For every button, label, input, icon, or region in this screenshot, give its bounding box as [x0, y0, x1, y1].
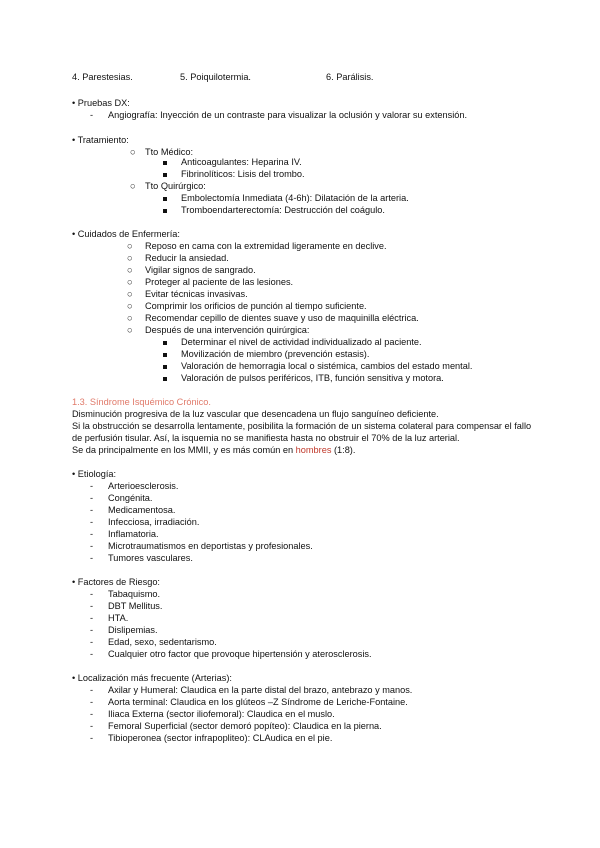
localizacion-item: Iliaca Externa (sector iliofemoral): Claudica en el muslo. — [108, 709, 335, 719]
localizacion-item: Femoral Superficial (sector demoró popíteo): Claudica en la pierna. — [108, 721, 382, 731]
square-bullet — [163, 372, 167, 384]
cuidados-item: Reducir la ansiedad. — [145, 253, 229, 263]
cuidados-sub-item: Movilización de miembro (prevención estasis). — [181, 349, 370, 359]
circle-bullet: ○ — [127, 277, 133, 287]
etiologia-item: Medicamentosa. — [108, 505, 176, 515]
cuidados-item: Después de una intervención quirúrgica: — [145, 325, 310, 335]
highlight-word: hombres — [295, 445, 332, 455]
tto-medico-item: Anticoagulantes: Heparina IV. — [181, 157, 302, 167]
localizacion-title: • Localización más frecuente (Arterias): — [72, 673, 232, 683]
dash-bullet: - — [90, 733, 94, 743]
dash-bullet: - — [90, 541, 94, 551]
tto-medico-item: Fibrinolíticos: Lisis del trombo. — [181, 169, 305, 179]
tto-quirurgico-item: Embolectomía Inmediata (4-6h): Dilatación de la arteria. — [181, 193, 409, 203]
dash-bullet: - — [90, 529, 94, 539]
dash-bullet: - — [90, 613, 94, 623]
circle-bullet: ○ — [130, 147, 136, 157]
circle-bullet: ○ — [127, 301, 133, 311]
square-bullet — [163, 336, 167, 348]
etiologia-item: Microtraumatismos en deportistas y profesionales. — [108, 541, 313, 551]
paragraph-line: Si la obstrucción se desarrolla lentamente, posibilita la formación de un sistema colateral para compensar el fallo — [72, 421, 532, 431]
tto-quirurgico-label: Tto Quirúrgico: — [145, 181, 206, 191]
etiologia-title: • Etiología: — [72, 469, 117, 479]
dash-bullet: - — [90, 493, 94, 503]
dash-bullet: - — [90, 110, 94, 120]
circle-bullet: ○ — [127, 253, 133, 263]
square-bullet — [163, 168, 167, 180]
factores-item: DBT Mellitus. — [108, 601, 163, 611]
factores-item: Dislipemias. — [108, 625, 158, 635]
localizacion-item: Tibioperonea (sector infrapopliteo): CLAudica en el pie. — [108, 733, 333, 743]
square-bullet — [163, 156, 167, 168]
dash-bullet: - — [90, 685, 94, 695]
tto-quirurgico-item: Tromboendarterectomía: Destrucción del coágulo. — [181, 205, 385, 215]
paragraph-line: de perfusión tisular. Así, la isquemia no se manifiesta hasta no obstruir el 70% de la luz arterial. — [72, 433, 460, 443]
pruebas-title: • Pruebas DX: — [72, 98, 130, 108]
etiologia-item: Arterioesclerosis. — [108, 481, 179, 491]
pruebas-item: Angiografía: Inyección de un contraste para visualizar la oclusión y valorar su extensión. — [108, 110, 468, 120]
factores-item: HTA. — [108, 613, 129, 623]
dash-bullet: - — [90, 721, 94, 731]
tto-medico-label: Tto Médico: — [145, 147, 193, 157]
cuidados-item: Vigilar signos de sangrado. — [145, 265, 256, 275]
square-bullet — [163, 360, 167, 372]
circle-bullet: ○ — [127, 241, 133, 251]
square-bullet — [163, 192, 167, 204]
dash-bullet: - — [90, 697, 94, 707]
cuidados-sub-item: Valoración de pulsos periféricos, ITB, función sensitiva y motora. — [181, 373, 444, 383]
factores-title: • Factores de Riesgo: — [72, 577, 160, 587]
dash-bullet: - — [90, 481, 94, 491]
cuidados-item: Comprimir los orificios de punción al tiempo suficiente. — [145, 301, 367, 311]
dash-bullet: - — [90, 589, 94, 599]
dash-bullet: - — [90, 517, 94, 527]
dash-bullet: - — [90, 625, 94, 635]
etiologia-item: Inflamatoria. — [108, 529, 159, 539]
cuidados-sub-item: Valoración de hemorragia local o sistémica, cambios del estado mental. — [181, 361, 473, 371]
section-heading: 1.3. Síndrome Isquémico Crónico. — [72, 397, 211, 407]
localizacion-item: Axilar y Humeral: Claudica en la parte distal del brazo, antebrazo y manos. — [108, 685, 413, 695]
circle-bullet: ○ — [130, 181, 136, 191]
paragraph-line: Disminución progresiva de la luz vascular que desencadena un flujo sanguíneo deficiente. — [72, 409, 439, 419]
paragraph-text: Se da principalmente en los MMII, y es más común en — [72, 445, 296, 455]
dash-bullet: - — [90, 709, 94, 719]
top-item-6: 6. Parálisis. — [326, 72, 374, 82]
circle-bullet: ○ — [127, 289, 133, 299]
factores-item: Cualquier otro factor que provoque hipertensión y aterosclerosis. — [108, 649, 372, 659]
circle-bullet: ○ — [127, 313, 133, 323]
cuidados-item: Evitar técnicas invasivas. — [145, 289, 248, 299]
square-bullet — [163, 348, 167, 360]
etiologia-item: Congénita. — [108, 493, 153, 503]
cuidados-item: Recomendar cepillo de dientes suave y uso de maquinilla eléctrica. — [145, 313, 419, 323]
top-item-5: 5. Poiquilotermia. — [180, 72, 251, 82]
dash-bullet: - — [90, 601, 94, 611]
circle-bullet: ○ — [127, 265, 133, 275]
dash-bullet: - — [90, 637, 94, 647]
cuidados-sub-item: Determinar el nivel de actividad individualizado al paciente. — [181, 337, 422, 347]
dash-bullet: - — [90, 505, 94, 515]
cuidados-item: Reposo en cama con la extremidad ligeramente en declive. — [145, 241, 387, 251]
square-bullet — [163, 204, 167, 216]
localizacion-item: Aorta terminal: Claudica en los glúteos –Z Síndrome de Leriche-Fontaine. — [108, 697, 408, 707]
etiologia-item: Tumores vasculares. — [108, 553, 193, 563]
dash-bullet: - — [90, 553, 94, 563]
factores-item: Tabaquismo. — [108, 589, 161, 599]
cuidados-title: • Cuidados de Enfermería: — [72, 229, 180, 239]
dash-bullet: - — [90, 649, 94, 659]
circle-bullet: ○ — [127, 325, 133, 335]
paragraph-text: (1:8). — [331, 445, 356, 455]
etiologia-item: Infecciosa, irradiación. — [108, 517, 200, 527]
top-item-4: 4. Parestesias. — [72, 72, 133, 82]
factores-item: Edad, sexo, sedentarismo. — [108, 637, 217, 647]
cuidados-item: Proteger al paciente de las lesiones. — [145, 277, 294, 287]
paragraph-line — [72, 444, 355, 456]
tratamiento-title: • Tratamiento: — [72, 135, 129, 145]
